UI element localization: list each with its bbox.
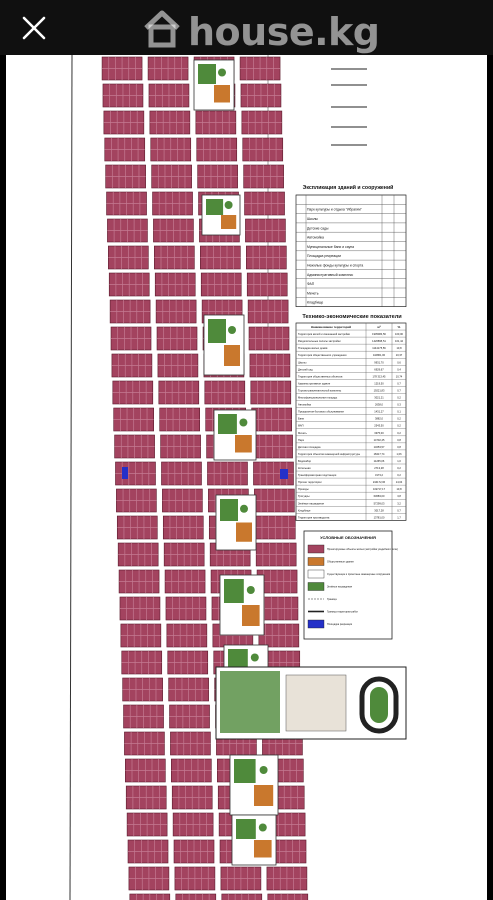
tep-cell-area: 1431,27 bbox=[374, 410, 384, 414]
tep-cell-percent: 0,8 bbox=[397, 438, 401, 442]
tep-cell-area: 1420895,51 bbox=[372, 340, 386, 344]
tep-cell-area: 11265,06 bbox=[373, 459, 385, 463]
tep-cell-name: Территория жилой и смешанной застройки bbox=[298, 333, 350, 337]
tep-cell-area: 2543,50 bbox=[374, 424, 384, 428]
legend-item: Площадка рекреации bbox=[327, 623, 353, 626]
tep-cell-name: ФАП bbox=[298, 424, 304, 428]
legend-item: Зелёные насаждения bbox=[327, 585, 352, 589]
stadium-field bbox=[370, 687, 388, 723]
tep-cell-name: Административное здание bbox=[298, 382, 331, 386]
tep-cell-name: Бани bbox=[298, 417, 305, 421]
plan-boundary bbox=[70, 55, 72, 900]
tep-cell-percent: 0,1 bbox=[397, 410, 401, 414]
legend-item: Общественные здания bbox=[327, 560, 354, 564]
legend-swatch bbox=[308, 558, 324, 566]
tep-cell-name: Территория производства bbox=[298, 516, 330, 520]
viewer-topbar bbox=[0, 0, 493, 55]
tep-cell-percent: 14,04 bbox=[395, 481, 403, 485]
tep-cell-percent: 1,0 bbox=[397, 459, 401, 463]
legend-swatch bbox=[308, 545, 324, 553]
tep-cell-area: 119717,17 bbox=[372, 488, 386, 492]
green-area bbox=[208, 319, 226, 343]
tep-cell-name: Проезды bbox=[298, 488, 309, 492]
tree-cluster bbox=[251, 654, 259, 662]
tep-cell-percent: 0,7 bbox=[397, 509, 401, 513]
public-building bbox=[242, 605, 260, 626]
tep-cell-name: Школы bbox=[298, 361, 307, 365]
tree-cluster bbox=[260, 766, 268, 774]
water-object bbox=[280, 469, 288, 479]
tep-cell-percent: 0,2 bbox=[397, 467, 401, 470]
tep-cell-area: 1219,50 bbox=[374, 382, 384, 386]
tep-cell-name: Зелёные насаждения bbox=[298, 502, 324, 506]
green-area bbox=[198, 64, 216, 84]
tep-cell-name: Автомойка bbox=[298, 403, 311, 407]
legend-title: УСЛОВНЫЕ ОБОЗНАЧЕНИЯ bbox=[320, 535, 376, 540]
tep-cell-area: 19221,83 bbox=[373, 389, 385, 393]
tep-cell-name: Детский сад bbox=[298, 368, 313, 372]
tep-cell-area: 178 313,45 bbox=[372, 375, 386, 379]
legend-swatch bbox=[308, 620, 324, 628]
green-area bbox=[236, 819, 256, 839]
tep-cell-name: Мечеть bbox=[298, 431, 307, 435]
explication-title: Экспликация зданий и сооружений bbox=[302, 185, 394, 191]
tep-cell-name: Многофункциональная площадь bbox=[298, 396, 338, 400]
tep-cell-area: 3021,21 bbox=[374, 396, 384, 400]
tep-cell-percent: 0,7 bbox=[397, 382, 401, 386]
tep-cell-name: Торгово-развлекательный комплекс bbox=[298, 389, 342, 393]
tep-title: Технико-экономические показатели bbox=[302, 314, 402, 320]
tep-cell-name: Трансформаторная подстанция bbox=[298, 474, 337, 478]
public-building bbox=[254, 840, 272, 858]
explication-item: Автомойка bbox=[307, 235, 324, 240]
tep-cell-name: Предприятия бытового обслуживания bbox=[298, 410, 344, 414]
tep-cell-percent: 1,06 bbox=[396, 452, 402, 456]
house-logo-icon bbox=[140, 6, 184, 50]
public-building bbox=[224, 345, 240, 366]
tep-cell-percent: 101,44 bbox=[395, 340, 403, 344]
park-area bbox=[220, 671, 280, 733]
tep-cell-name: Прочие территории bbox=[298, 481, 322, 485]
tep-cell-percent: 10,37 bbox=[395, 354, 403, 358]
tep-cell-area: 3017,28 bbox=[374, 509, 384, 513]
public-building bbox=[214, 85, 230, 103]
tep-cell-area: 63683,00 bbox=[373, 495, 385, 499]
tree-cluster bbox=[218, 69, 226, 77]
tep-cell-name: Площадка жилых домов bbox=[298, 347, 328, 351]
tep-cell-area: 18417,74 bbox=[373, 452, 385, 456]
legend-item: Граница территории работ bbox=[327, 610, 359, 614]
tep-cell-percent: 10,8 bbox=[396, 347, 402, 351]
tep-cell-name: Территория общественного учреждения bbox=[298, 354, 347, 358]
tep-cell-percent: 0,8 bbox=[397, 445, 401, 449]
tep-cell-area: 1144175,56 bbox=[372, 347, 386, 351]
explication-item: Муниципальные бани и сауна bbox=[307, 244, 355, 249]
tep-cell-name: Территория объектов инженерной инфраструктуры bbox=[298, 452, 361, 456]
tep-cell-percent: 0,2 bbox=[397, 417, 401, 421]
green-area bbox=[220, 499, 238, 521]
explication-item: Парк культуры и отдыха "Ибрагим" bbox=[307, 207, 362, 212]
tep-cell-percent: 10,8 bbox=[396, 488, 402, 492]
green-area bbox=[224, 579, 244, 603]
tep-cell-percent: 0,4 bbox=[397, 368, 401, 372]
tep-cell-name: Водозабор bbox=[298, 459, 312, 463]
public-building bbox=[236, 523, 252, 542]
tep-cell-percent: 0,2 bbox=[397, 474, 401, 478]
watermark-text: house.kg bbox=[188, 10, 380, 54]
tep-cell-percent: 100,00 bbox=[395, 333, 403, 337]
tep-cell-area: 3173,2 bbox=[375, 474, 383, 478]
tep-header: м² bbox=[377, 325, 381, 329]
tep-cell-area: 13253,57 bbox=[373, 445, 385, 449]
tep-cell-percent: 0,6 bbox=[397, 361, 401, 365]
tep-cell-percent: 1,7 bbox=[397, 516, 401, 520]
tep-cell-area: 244172,06 bbox=[372, 481, 386, 485]
plaza-area bbox=[286, 675, 346, 731]
explication-item: Детские сады bbox=[307, 226, 329, 231]
tree-cluster bbox=[240, 505, 248, 513]
tep-cell-name: Парк bbox=[298, 438, 304, 442]
public-building bbox=[221, 215, 236, 229]
explication-item: Мечеть bbox=[307, 291, 319, 296]
plan-sheet bbox=[6, 55, 487, 900]
water-object bbox=[122, 467, 128, 479]
explication-item: Административный комплекс bbox=[307, 272, 354, 277]
public-building bbox=[235, 435, 252, 453]
tep-header: % bbox=[397, 325, 401, 329]
tep-cell-name: Тротуары bbox=[298, 495, 310, 499]
tep-table bbox=[296, 323, 406, 520]
green-area bbox=[228, 649, 248, 669]
tep-cell-name: Территория общественных объектов bbox=[298, 375, 343, 379]
tep-cell-area: 6929,67 bbox=[374, 368, 384, 372]
tree-cluster bbox=[247, 586, 255, 594]
legend-item: Проектируемые объекты жилья (застройка усадебного типа) bbox=[327, 548, 398, 551]
close-icon bbox=[14, 8, 54, 48]
tree-cluster bbox=[228, 326, 236, 334]
tep-header: Наименование территорий bbox=[310, 325, 352, 329]
green-area bbox=[218, 414, 237, 434]
tep-cell-area: 2638,0 bbox=[375, 403, 383, 407]
explication-item: Площадка рекреации bbox=[307, 254, 342, 259]
explication-item: Нежилые фонды культуры и спорта bbox=[307, 263, 364, 268]
tep-cell-percent: 3,2 bbox=[397, 502, 401, 506]
explication-table bbox=[296, 195, 406, 307]
tep-cell-area: 110861,00 bbox=[372, 354, 386, 358]
green-area bbox=[234, 759, 256, 783]
tep-cell-area: 3375,00 bbox=[374, 431, 384, 435]
tep-cell-area: 13781,00 bbox=[373, 516, 385, 520]
legend-item: Существующие и проектные инженерные сооружения bbox=[327, 573, 391, 576]
tep-cell-name: Разделительные полосы застройки bbox=[298, 340, 341, 344]
tep-cell-percent: 0,2 bbox=[397, 424, 401, 428]
public-building bbox=[254, 785, 273, 806]
explication-item: Кладбище bbox=[307, 300, 324, 305]
legend-swatch bbox=[308, 583, 324, 591]
tep-cell-percent: 0,2 bbox=[397, 396, 401, 400]
tep-cell-area: 14702,45 bbox=[373, 438, 385, 442]
tep-cell-name: Котельная bbox=[298, 467, 311, 470]
legend-item: Граница bbox=[327, 598, 337, 601]
master-plan-image bbox=[6, 55, 487, 900]
tep-cell-area: 57299,03 bbox=[373, 502, 385, 506]
green-area bbox=[206, 199, 223, 215]
tree-cluster bbox=[225, 201, 233, 209]
explication-item: Школы bbox=[307, 217, 318, 221]
close-button[interactable] bbox=[14, 8, 54, 48]
legend-swatch bbox=[308, 570, 324, 578]
tep-cell-percent: 3,8 bbox=[397, 495, 401, 499]
tep-cell-percent: 0,3 bbox=[397, 403, 401, 407]
tep-cell-percent: 0,7 bbox=[397, 389, 401, 393]
watermark bbox=[140, 4, 380, 54]
tep-cell-name: Детская площадка bbox=[298, 445, 321, 449]
tep-cell-percent: 10,74 bbox=[395, 375, 403, 379]
explication-item: ФАП bbox=[307, 282, 315, 287]
tep-cell-area: 3882,0 bbox=[375, 417, 383, 421]
tree-cluster bbox=[239, 419, 247, 427]
tree-cluster bbox=[259, 824, 267, 832]
tep-cell-area: 2713,28 bbox=[374, 467, 384, 470]
tep-cell-percent: 0,2 bbox=[397, 431, 401, 435]
tep-cell-area: 1905084,56 bbox=[372, 333, 386, 337]
tep-cell-area: 9931,70 bbox=[374, 361, 384, 365]
tep-cell-name: Кладбище bbox=[298, 509, 311, 513]
